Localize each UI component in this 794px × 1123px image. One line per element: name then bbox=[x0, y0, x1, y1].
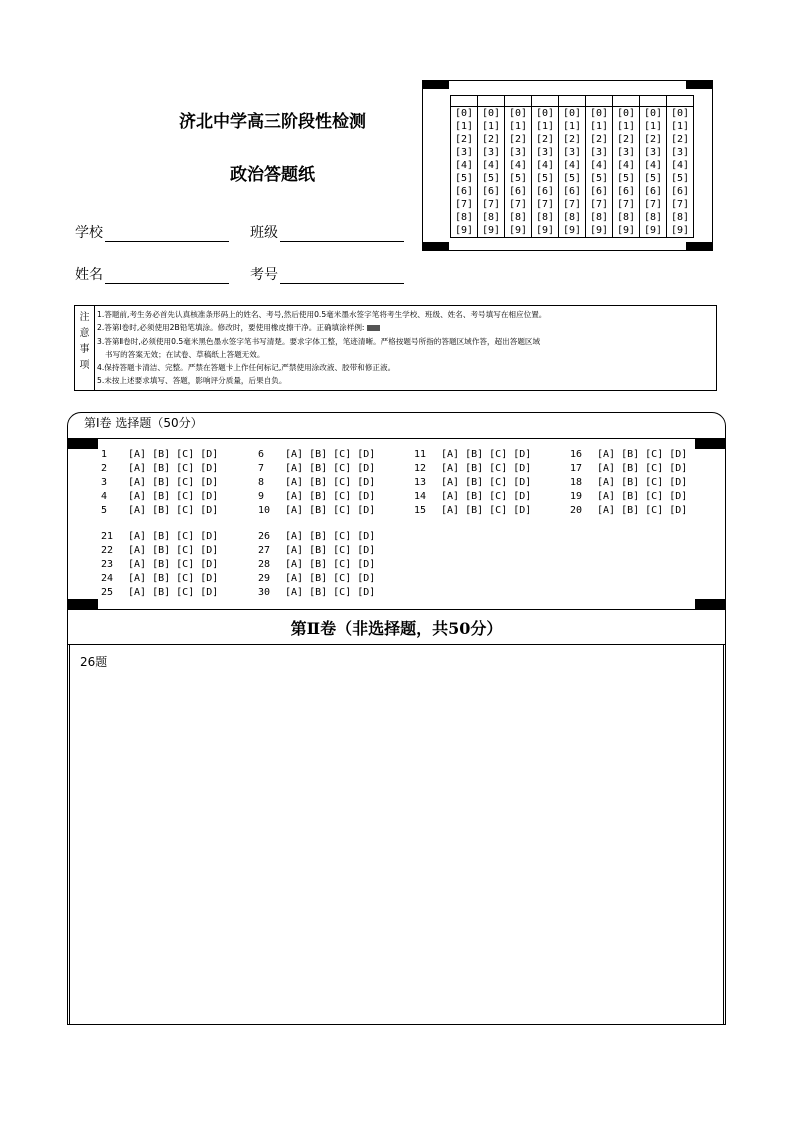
corner-mark bbox=[695, 599, 725, 609]
corner-mark bbox=[686, 81, 712, 89]
question-number: 12 bbox=[414, 463, 427, 474]
id-digit-bubble[interactable]: [6] bbox=[451, 185, 478, 198]
name-line[interactable] bbox=[105, 268, 229, 284]
question-number: 25 bbox=[101, 587, 114, 598]
question-number: 11 bbox=[414, 449, 427, 460]
answer-options[interactable]: [A] [B] [C] [D] bbox=[285, 559, 376, 570]
answer-options[interactable]: [A] [B] [C] [D] bbox=[597, 449, 688, 460]
id-digit-bubble[interactable]: [1] bbox=[613, 120, 640, 133]
id-digit-bubble[interactable]: [1] bbox=[559, 120, 586, 133]
id-write-cell[interactable] bbox=[451, 96, 478, 107]
question-number: 20 bbox=[570, 505, 583, 516]
question-row[interactable] bbox=[258, 448, 375, 462]
question-row[interactable] bbox=[258, 558, 375, 572]
question-number: 16 bbox=[570, 449, 583, 460]
notes-body bbox=[97, 308, 712, 388]
question-number: 24 bbox=[101, 573, 114, 584]
answer-options[interactable]: [A] [B] [C] [D] bbox=[285, 477, 376, 488]
answer-options[interactable]: [A] [B] [C] [D] bbox=[128, 477, 219, 488]
notes-box bbox=[74, 305, 717, 391]
question-block bbox=[414, 448, 531, 518]
id-write-cell[interactable] bbox=[613, 96, 640, 107]
question-row[interactable] bbox=[101, 530, 218, 544]
id-digit-bubble[interactable]: [2] bbox=[532, 133, 559, 146]
question-row[interactable] bbox=[101, 462, 218, 476]
question-number: 29 bbox=[258, 573, 271, 584]
school-field[interactable] bbox=[75, 222, 229, 242]
question-number: 2 bbox=[101, 463, 108, 474]
id-digit-bubble[interactable]: [6] bbox=[640, 185, 667, 198]
question-number: 7 bbox=[258, 463, 265, 474]
school-label: 学校 bbox=[75, 225, 103, 241]
answer-options[interactable]: [A] [B] [C] [D] bbox=[128, 587, 219, 598]
id-digit-bubble[interactable]: [4] bbox=[451, 159, 478, 172]
question-number: 5 bbox=[101, 505, 108, 516]
exam-title: 济北中学高三阶段性检测 bbox=[179, 112, 366, 132]
question-number: 8 bbox=[258, 477, 265, 488]
id-write-cell[interactable] bbox=[667, 96, 694, 107]
answer-options[interactable]: [A] [B] [C] [D] bbox=[441, 477, 532, 488]
id-digit-bubble[interactable]: [8] bbox=[613, 211, 640, 224]
question-row[interactable] bbox=[570, 448, 687, 462]
id-digit-bubble[interactable]: [9] bbox=[559, 224, 586, 238]
question-row[interactable] bbox=[101, 558, 218, 572]
class-label: 班级 bbox=[250, 225, 278, 241]
class-line[interactable] bbox=[280, 226, 404, 242]
exam-id-grid bbox=[422, 80, 713, 251]
question-row[interactable] bbox=[101, 476, 218, 490]
answer-options[interactable]: [A] [B] [C] [D] bbox=[285, 463, 376, 474]
question-number: 9 bbox=[258, 491, 265, 502]
id-digit-bubble[interactable]: [7] bbox=[505, 198, 532, 211]
question-number: 30 bbox=[258, 587, 271, 598]
id-digit-bubble[interactable]: [1] bbox=[505, 120, 532, 133]
id-digit-bubble[interactable]: [4] bbox=[640, 159, 667, 172]
id-digit-bubble[interactable]: [9] bbox=[586, 224, 613, 238]
id-digit-bubble[interactable]: [6] bbox=[478, 185, 505, 198]
corner-mark bbox=[686, 242, 712, 250]
note-item: 1.答题前,考生务必首先认真核准条形码上的姓名、考号,然后使用0.5毫米墨水签字笔将考生学校、班级、姓名、考号填写在相应位置。 bbox=[97, 310, 547, 319]
id-digit-bubble[interactable]: [6] bbox=[559, 185, 586, 198]
id-digit-bubble[interactable]: [7] bbox=[451, 198, 478, 211]
name-label: 姓名 bbox=[75, 267, 103, 283]
answer-options[interactable]: [A] [B] [C] [D] bbox=[285, 587, 376, 598]
question-number: 15 bbox=[414, 505, 427, 516]
id-digit-bubble[interactable]: [4] bbox=[505, 159, 532, 172]
question-number: 13 bbox=[414, 477, 427, 488]
question-row[interactable] bbox=[101, 586, 218, 600]
question-row[interactable] bbox=[101, 572, 218, 586]
id-digit-bubble[interactable]: [2] bbox=[640, 133, 667, 146]
id-digit-bubble[interactable]: [4] bbox=[667, 159, 694, 172]
answer-options[interactable]: [A] [B] [C] [D] bbox=[285, 505, 376, 516]
note-item: 5.未按上述要求填写、答题，影响评分质量，后果自负。 bbox=[97, 376, 287, 386]
id-digit-bubble[interactable]: [0] bbox=[586, 107, 613, 121]
id-digit-bubble[interactable]: [2] bbox=[559, 133, 586, 146]
question-number: 19 bbox=[570, 491, 583, 502]
id-write-cell[interactable] bbox=[640, 96, 667, 107]
answer-options[interactable]: [A] [B] [C] [D] bbox=[128, 573, 219, 584]
answer-options[interactable]: [A] [B] [C] [D] bbox=[597, 463, 688, 474]
id-digit-bubble[interactable]: [9] bbox=[613, 224, 640, 238]
answer-options[interactable]: [A] [B] [C] [D] bbox=[128, 545, 219, 556]
id-digit-bubble[interactable]: [2] bbox=[505, 133, 532, 146]
question-row[interactable] bbox=[570, 504, 687, 518]
id-digit-bubble[interactable]: [4] bbox=[532, 159, 559, 172]
notes-label: 注 意 事 项 bbox=[75, 306, 95, 390]
id-digit-bubble[interactable]: [7] bbox=[478, 198, 505, 211]
question-row[interactable] bbox=[258, 476, 375, 490]
id-digit-bubble[interactable]: [3] bbox=[586, 146, 613, 159]
question-number: 17 bbox=[570, 463, 583, 474]
exam-no-field[interactable] bbox=[250, 264, 404, 284]
id-digit-bubble[interactable]: [7] bbox=[559, 198, 586, 211]
note-item: 2.答第Ⅰ卷时,必须使用2B铅笔填涂。修改时，要使用橡皮擦干净。正确填涂样例: bbox=[97, 321, 712, 334]
exam-subtitle: 政治答题纸 bbox=[230, 165, 315, 185]
id-digit-bubble[interactable]: [5] bbox=[667, 172, 694, 185]
question-number: 26 bbox=[258, 531, 271, 542]
id-digit-bubble[interactable]: [0] bbox=[532, 107, 559, 121]
id-digit-bubble[interactable]: [8] bbox=[505, 211, 532, 224]
question-row[interactable] bbox=[258, 462, 375, 476]
id-digit-bubble[interactable]: [8] bbox=[586, 211, 613, 224]
id-digit-bubble[interactable]: [2] bbox=[478, 133, 505, 146]
question-number: 3 bbox=[101, 477, 108, 488]
id-write-cell[interactable] bbox=[532, 96, 559, 107]
id-digit-bubble[interactable]: [7] bbox=[667, 198, 694, 211]
id-digit-bubble[interactable]: [6] bbox=[613, 185, 640, 198]
id-digit-bubble[interactable]: [7] bbox=[613, 198, 640, 211]
answer-options[interactable]: [A] [B] [C] [D] bbox=[285, 531, 376, 542]
id-write-cell[interactable] bbox=[586, 96, 613, 107]
id-digit-bubble[interactable]: [8] bbox=[532, 211, 559, 224]
question-row[interactable] bbox=[258, 490, 375, 504]
section-1-header: 第Ⅰ卷 选择题（50分） bbox=[84, 416, 203, 430]
corner-mark bbox=[423, 242, 449, 250]
answer-options[interactable]: [A] [B] [C] [D] bbox=[128, 463, 219, 474]
id-digit-bubble[interactable]: [1] bbox=[532, 120, 559, 133]
answer-options[interactable]: [A] [B] [C] [D] bbox=[441, 463, 532, 474]
question-row[interactable] bbox=[570, 476, 687, 490]
corner-mark bbox=[68, 439, 98, 449]
id-digit-bubble[interactable]: [3] bbox=[559, 146, 586, 159]
question-row[interactable] bbox=[258, 586, 375, 600]
question-row[interactable] bbox=[414, 504, 531, 518]
answer-options[interactable]: [A] [B] [C] [D] bbox=[128, 505, 219, 516]
id-digit-bubble[interactable]: [7] bbox=[640, 198, 667, 211]
id-digit-bubble[interactable]: [3] bbox=[640, 146, 667, 159]
id-digit-bubble[interactable]: [4] bbox=[586, 159, 613, 172]
id-write-cell[interactable] bbox=[478, 96, 505, 107]
id-digit-bubble[interactable]: [0] bbox=[559, 107, 586, 121]
id-digit-bubble[interactable]: [9] bbox=[532, 224, 559, 238]
section-2-header: 第Ⅱ卷（非选择题，共50分） bbox=[67, 610, 726, 645]
question-number: 18 bbox=[570, 477, 583, 488]
question-row[interactable] bbox=[101, 504, 218, 518]
id-digit-bubble[interactable]: [3] bbox=[505, 146, 532, 159]
id-digit-bubble[interactable]: [4] bbox=[613, 159, 640, 172]
question-row[interactable] bbox=[414, 462, 531, 476]
id-digit-bubble[interactable]: [7] bbox=[532, 198, 559, 211]
school-line[interactable] bbox=[105, 226, 229, 242]
choice-area bbox=[68, 438, 725, 609]
id-digit-table[interactable] bbox=[450, 95, 694, 238]
answer-options[interactable]: [A] [B] [C] [D] bbox=[128, 449, 219, 460]
answer-options[interactable]: [A] [B] [C] [D] bbox=[128, 491, 219, 502]
question-row[interactable] bbox=[258, 504, 375, 518]
question-row[interactable] bbox=[258, 530, 375, 544]
answer-box-26[interactable] bbox=[69, 645, 724, 1024]
id-digit-bubble[interactable]: [5] bbox=[640, 172, 667, 185]
question-row[interactable] bbox=[101, 544, 218, 558]
question-row[interactable] bbox=[258, 572, 375, 586]
question-block bbox=[101, 448, 218, 518]
note-item: 4.保持答题卡清洁、完整。严禁在答题卡上作任何标记,严禁使用涂改液、胶带和修正液。 bbox=[97, 363, 396, 373]
section-1 bbox=[67, 412, 726, 610]
answer-options[interactable]: [A] [B] [C] [D] bbox=[285, 573, 376, 584]
id-digit-bubble[interactable]: [0] bbox=[667, 107, 694, 121]
id-digit-bubble[interactable]: [1] bbox=[451, 120, 478, 133]
exam-no-label: 考号 bbox=[250, 267, 278, 283]
question-number: 10 bbox=[258, 505, 271, 516]
id-digit-bubble[interactable]: [9] bbox=[640, 224, 667, 238]
fill-sample-icon bbox=[367, 325, 380, 331]
id-digit-bubble[interactable]: [1] bbox=[478, 120, 505, 133]
question-row[interactable] bbox=[414, 476, 531, 490]
id-digit-bubble[interactable]: [9] bbox=[505, 224, 532, 238]
answer-options[interactable]: [A] [B] [C] [D] bbox=[128, 531, 219, 542]
answer-options[interactable]: [A] [B] [C] [D] bbox=[597, 505, 688, 516]
id-digit-bubble[interactable]: [7] bbox=[586, 198, 613, 211]
question-row[interactable] bbox=[101, 490, 218, 504]
corner-mark bbox=[695, 439, 725, 449]
question-number: 4 bbox=[101, 491, 108, 502]
id-digit-bubble[interactable]: [5] bbox=[586, 172, 613, 185]
question-number: 22 bbox=[101, 545, 114, 556]
id-digit-bubble[interactable]: [8] bbox=[667, 211, 694, 224]
id-digit-bubble[interactable]: [3] bbox=[451, 146, 478, 159]
id-digit-bubble[interactable]: [6] bbox=[505, 185, 532, 198]
id-digit-bubble[interactable]: [2] bbox=[613, 133, 640, 146]
answer-options[interactable]: [A] [B] [C] [D] bbox=[441, 491, 532, 502]
id-digit-bubble[interactable]: [8] bbox=[478, 211, 505, 224]
id-digit-bubble[interactable]: [9] bbox=[451, 224, 478, 238]
question-block bbox=[258, 530, 375, 600]
question-block bbox=[570, 448, 687, 518]
answer-options[interactable]: [A] [B] [C] [D] bbox=[597, 491, 688, 502]
question-number: 28 bbox=[258, 559, 271, 570]
section-2-answer-area[interactable] bbox=[67, 645, 726, 1025]
answer-options[interactable]: [A] [B] [C] [D] bbox=[285, 545, 376, 556]
note-item: 书写的答案无效；在试卷、草稿纸上答题无效。 bbox=[105, 349, 265, 359]
id-digit-bubble[interactable]: [0] bbox=[451, 107, 478, 121]
question-number: 21 bbox=[101, 531, 114, 542]
id-digit-bubble[interactable]: [8] bbox=[559, 211, 586, 224]
answer-options[interactable]: [A] [B] [C] [D] bbox=[441, 449, 532, 460]
corner-mark bbox=[423, 81, 449, 89]
exam-no-line[interactable] bbox=[280, 268, 404, 284]
question-row[interactable] bbox=[414, 448, 531, 462]
id-digit-bubble[interactable]: [3] bbox=[532, 146, 559, 159]
id-digit-bubble[interactable]: [6] bbox=[532, 185, 559, 198]
name-field[interactable] bbox=[75, 264, 229, 284]
id-digit-bubble[interactable]: [1] bbox=[667, 120, 694, 133]
id-digit-bubble[interactable]: [6] bbox=[667, 185, 694, 198]
question-number: 27 bbox=[258, 545, 271, 556]
id-digit-bubble[interactable]: [2] bbox=[586, 133, 613, 146]
id-digit-bubble[interactable]: [8] bbox=[640, 211, 667, 224]
question-number: 1 bbox=[101, 449, 108, 460]
id-digit-bubble[interactable]: [9] bbox=[667, 224, 694, 238]
id-digit-bubble[interactable]: [4] bbox=[478, 159, 505, 172]
answer-options[interactable]: [A] [B] [C] [D] bbox=[285, 491, 376, 502]
id-digit-bubble[interactable]: [2] bbox=[667, 133, 694, 146]
class-field[interactable] bbox=[250, 222, 404, 242]
question-26-label: 26题 bbox=[80, 655, 108, 669]
id-digit-bubble[interactable]: [5] bbox=[532, 172, 559, 185]
id-digit-bubble[interactable]: [5] bbox=[505, 172, 532, 185]
answer-options[interactable]: [A] [B] [C] [D] bbox=[128, 559, 219, 570]
question-row[interactable] bbox=[414, 490, 531, 504]
id-write-cell[interactable] bbox=[505, 96, 532, 107]
id-digit-bubble[interactable]: [3] bbox=[478, 146, 505, 159]
id-digit-bubble[interactable]: [9] bbox=[478, 224, 505, 238]
question-block bbox=[101, 530, 218, 600]
id-digit-bubble[interactable]: [8] bbox=[451, 211, 478, 224]
id-digit-bubble[interactable]: [4] bbox=[559, 159, 586, 172]
id-digit-bubble[interactable]: [1] bbox=[640, 120, 667, 133]
id-digit-bubble[interactable]: [0] bbox=[640, 107, 667, 121]
id-digit-bubble[interactable]: [0] bbox=[505, 107, 532, 121]
question-number: 23 bbox=[101, 559, 114, 570]
answer-options[interactable]: [A] [B] [C] [D] bbox=[597, 477, 688, 488]
id-digit-bubble[interactable]: [3] bbox=[613, 146, 640, 159]
id-digit-bubble[interactable]: [5] bbox=[613, 172, 640, 185]
answer-options[interactable]: [A] [B] [C] [D] bbox=[285, 449, 376, 460]
id-digit-bubble[interactable]: [1] bbox=[586, 120, 613, 133]
question-row[interactable] bbox=[258, 544, 375, 558]
note-item: 3.答第Ⅱ卷时,必须使用0.5毫米黑色墨水签字笔书写清楚。要求字体工整，笔迹清晰。严格按题号所指的答题区域作答，超出答题区域 bbox=[97, 336, 541, 346]
id-digit-bubble[interactable]: [6] bbox=[586, 185, 613, 198]
id-digit-bubble[interactable]: [5] bbox=[478, 172, 505, 185]
id-write-cell[interactable] bbox=[559, 96, 586, 107]
question-number: 14 bbox=[414, 491, 427, 502]
id-digit-bubble[interactable]: [3] bbox=[667, 146, 694, 159]
id-digit-bubble[interactable]: [0] bbox=[478, 107, 505, 121]
question-number: 6 bbox=[258, 449, 265, 460]
question-row[interactable] bbox=[101, 448, 218, 462]
id-digit-bubble[interactable]: [2] bbox=[451, 133, 478, 146]
question-row[interactable] bbox=[570, 462, 687, 476]
id-digit-bubble[interactable]: [5] bbox=[451, 172, 478, 185]
question-block bbox=[258, 448, 375, 518]
id-digit-bubble[interactable]: [5] bbox=[559, 172, 586, 185]
question-row[interactable] bbox=[570, 490, 687, 504]
id-digit-bubble[interactable]: [0] bbox=[613, 107, 640, 121]
corner-mark bbox=[68, 599, 98, 609]
answer-options[interactable]: [A] [B] [C] [D] bbox=[441, 505, 532, 516]
